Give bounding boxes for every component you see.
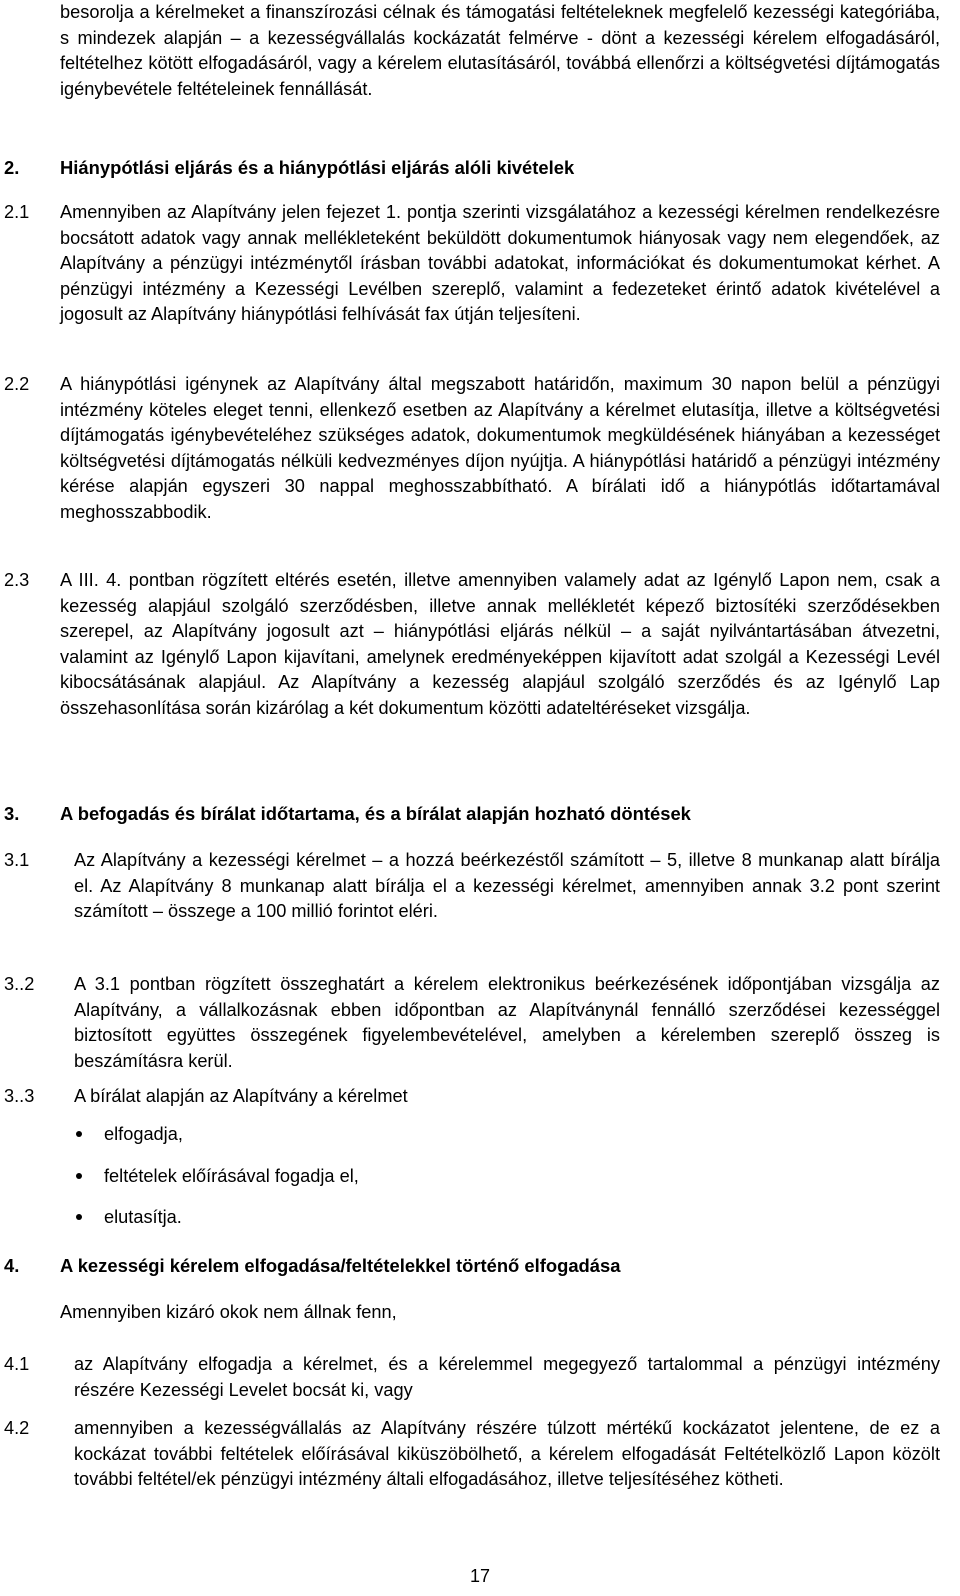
item-2-1-number: 2.1 <box>4 202 30 222</box>
item-3-3-text: A bírálat alapján az Alapítvány a kérelmet <box>74 1086 408 1106</box>
section-4-title: A kezességi kérelem elfogadása/feltételekkel történő elfogadása <box>60 1255 621 1276</box>
bullet-item: elutasítja. <box>104 1207 182 1227</box>
item-3-2-number: 3..2 <box>4 974 35 994</box>
bullet-dot <box>76 1131 82 1137</box>
item-3-3-number: 3..3 <box>4 1086 35 1106</box>
item-2-2-number: 2.2 <box>4 374 30 394</box>
item-2-1-text: Amennyiben az Alapítvány jelen fejezet 1. pontja szerinti vizsgálatához a kezességi kérelmen rendelkezésre bocsátott adatok vagy annak mellékleteként beküldött dokumentumok hiányosak vagy nem elegendőek, az Alapítvány a pénzügyi intézménytől írásban további adatokat, információkat és dokumentumokat kérhet. A pénzügyi intézmény a Kezességi Levélben szereplő, valamint a fedezeteket érintő adatok kivételével a jogosult az Alapítvány hiánypótlási felhívását fax útján teljesíteni. <box>60 202 940 325</box>
item-2-3-text: A III. 4. pontban rögzített eltérés esetén, illetve amennyiben valamely adat az Igénylő Lapon nem, csak a kezesség alapjául szolgáló szerződésben, illetve annak mellékletét képező biztosítéki szerződésekben szerepel, az Alapítvány jogosult azt – hiánypótlási eljárás nélkül – a saját nyilvántartásában átvezetni, valamint az Igénylő Lapon kijavítani, amelynek eredményeképpen kijavított adat szolgál a Kezességi Levél kibocsátásának alapjául. Az Alapítvány a kezesség alapjául szolgáló szerződés és az Igénylő Lap összehasonlítása során kizárólag a két dokumentum közötti adateltéréseket vizsgálja. <box>60 570 940 718</box>
item-4-2-number: 4.2 <box>4 1418 30 1438</box>
section-2-number: 2. <box>4 157 20 178</box>
bullet-dot <box>76 1214 82 1220</box>
bullet-item: elfogadja, <box>104 1124 183 1144</box>
item-3-1-text: Az Alapítvány a kezességi kérelmet – a hozzá beérkezéstől számított – 5, illetve 8 munkanap alatt bírálja el. Az Alapítvány 8 munkanap alatt bírálja el a kezességi kérelmet, amennyiben annak 3.2 pont szerint számított – összege a 100 millió forintot eléri. <box>74 850 940 922</box>
item-4-1-text: az Alapítvány elfogadja a kérelmet, és a kérelemmel megegyező tartalommal a pénzügyi intézmény részére Kezességi Levelet bocsát ki, vagy <box>74 1354 940 1400</box>
section-3-number: 3. <box>4 803 20 824</box>
section-2-title: Hiánypótlási eljárás és a hiánypótlási eljárás alóli kivételek <box>60 157 575 178</box>
item-3-2-text: A 3.1 pontban rögzített összeghatárt a kérelem elektronikus beérkezésének időpontjában vizsgálja az Alapítvány, a vállalkozásnak ebben időpontban az Alapítványnál fennálló szerződései kezességgel biztosított együttes összegének figyelembevételével, amelyben a kérelemben szereplő összeg is beszámításra kerül. <box>74 974 940 1071</box>
bullet-item: feltételek előírásával fogadja el, <box>104 1166 359 1186</box>
bullet-dot <box>76 1173 82 1179</box>
page-number: 17 <box>469 1566 491 1586</box>
intro-paragraph: besorolja a kérelmeket a finanszírozási célnak és támogatási feltételeknek megfelelő kezességi kategóriába, s mindezek alapján – a kezességvállalás kockázatát felmérve - dönt a kezességi kérelem elfogadásáról, feltételhez kötött elfogadásáról, vagy a kérelem elutasításáról, továbbá ellenőrzi a költségvetési díjtámogatás igénybevétele feltételeinek fennállását. <box>60 2 940 99</box>
item-3-1-number: 3.1 <box>4 850 30 870</box>
section-4-number: 4. <box>4 1255 20 1276</box>
section-3-title: A befogadás és bírálat időtartama, és a bírálat alapján hozható döntések <box>60 803 691 824</box>
item-4-2-text: amennyiben a kezességvállalás az Alapítvány részére túlzott mértékű kockázatot jelentene, de ez a kockázat további feltételek előírásával kiküszöbölhető, a kérelem elfogadását Feltételközlő Lapon közölt további feltétel/ek pénzügyi intézmény általi elfogadásához, illetve teljesítéséhez kötheti. <box>74 1418 940 1490</box>
item-4-1-number: 4.1 <box>4 1354 30 1374</box>
item-2-3-number: 2.3 <box>4 570 30 590</box>
item-2-2-text: A hiánypótlási igénynek az Alapítvány által megszabott határidőn, maximum 30 napon belül a pénzügyi intézmény köteles eleget tenni, ellenkező esetben az Alapítvány a kérelmet elutasítja, illetve a költségvetési díjtámogatás igénybevételéhez szükséges adatok, dokumentumok megküldésének hiányában a kezességet költségvetési díjtámogatás nélküli kedvezményes díjon nyújtja. A hiánypótlási határidő a pénzügyi intézmény kérése alapján egyszeri 30 nappal meghosszabbítható. A bírálati idő a hiánypótlás időtartamával meghosszabbodik. <box>60 374 940 522</box>
section-4-intro: Amennyiben kizáró okok nem állnak fenn, <box>60 1302 397 1322</box>
